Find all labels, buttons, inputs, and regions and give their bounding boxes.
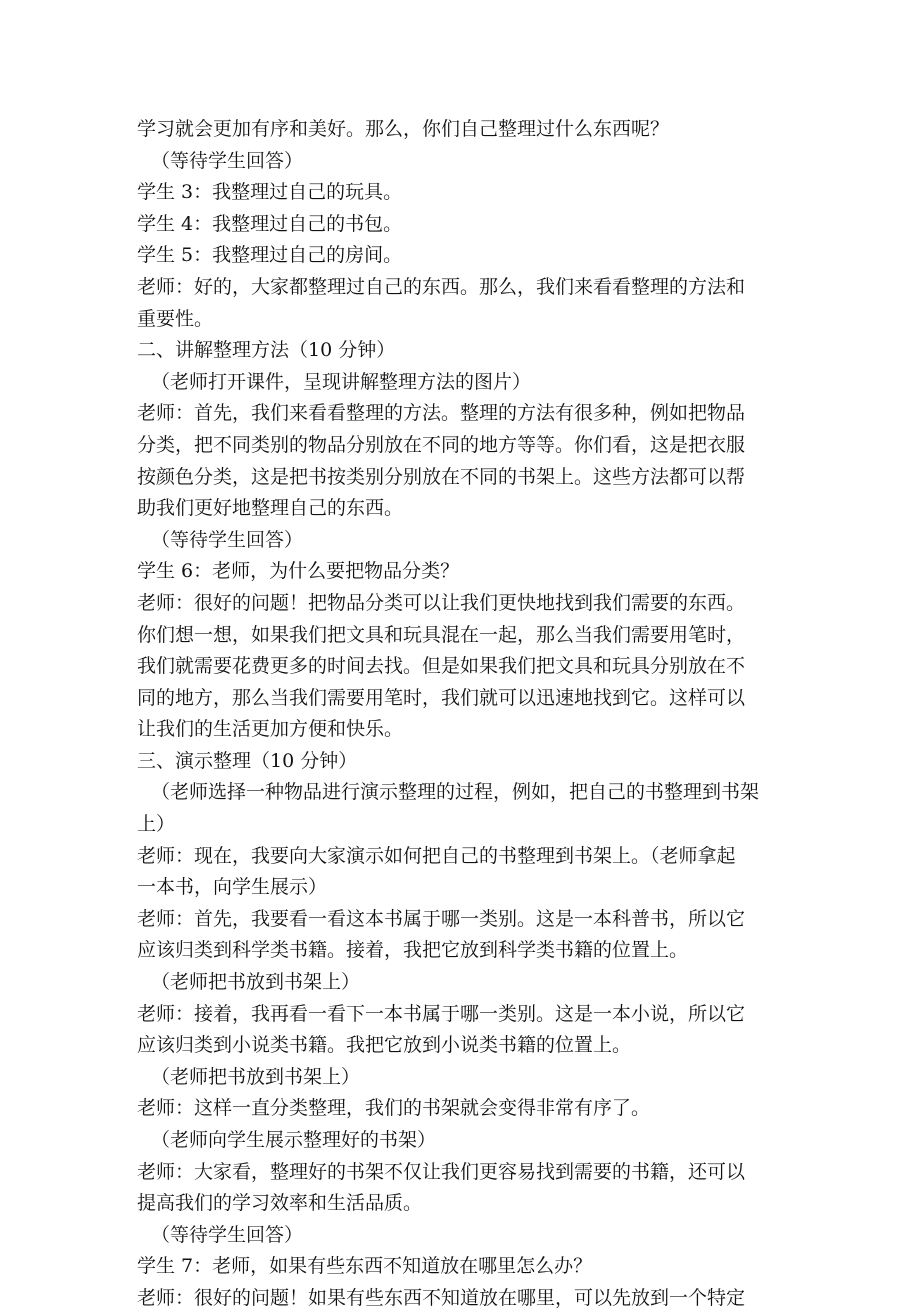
text-line: （等待学生回答） <box>151 149 304 172</box>
text-line: 你们想一想，如果我们把文具和玩具混在一起，那么当我们需要用笔时， <box>137 623 746 646</box>
text-line: 分类，把不同类别的物品分别放在不同的地方等等。你们看，这是把衣服 <box>137 433 746 456</box>
text-line: （等待学生回答） <box>151 528 304 551</box>
text-line: 学生 6：老师，为什么要把物品分类？ <box>137 560 460 583</box>
text-line: 老师：接着，我再看一看下一本书属于哪一类别。这是一本小说，所以它 <box>137 1002 746 1025</box>
document-page <box>137 114 787 1315</box>
text-line: 老师：很好的问题！如果有些东西不知道放在哪里，可以先放到一个特定 <box>137 1286 746 1309</box>
text-line: 上） <box>137 813 176 836</box>
text-line: 同的地方，那么当我们需要用笔时，我们就可以迅速地找到它。这样可以 <box>137 686 746 709</box>
text-line: 三、演示整理（10 分钟） <box>137 749 358 772</box>
text-line: 一本书，向学生展示） <box>137 876 328 899</box>
text-line: （等待学生回答） <box>151 1223 304 1246</box>
text-line: （老师选择一种物品进行演示整理的过程，例如，把自己的书整理到书架 <box>151 781 760 804</box>
text-line: 我们就需要花费更多的时间去找。但是如果我们把文具和玩具分别放在不 <box>137 655 746 678</box>
text-line: 学生 3：我整理过自己的玩具。 <box>137 181 403 204</box>
text-line: 重要性。 <box>137 307 214 330</box>
text-line: 应该归类到小说类书籍。我把它放到小说类书籍的位置上。 <box>137 1034 632 1057</box>
text-line: 老师：现在，我要向大家演示如何把自己的书整理到书架上。（老师拿起 <box>137 844 736 867</box>
text-line: 提高我们的学习效率和生活品质。 <box>137 1192 423 1215</box>
text-line: 学习就会更加有序和美好。那么，你们自己整理过什么东西呢？ <box>137 118 670 140</box>
text-line: （老师把书放到书架上） <box>151 971 361 994</box>
text-line: 让我们的生活更加方便和快乐。 <box>137 718 404 741</box>
text-line: （老师打开课件，呈现讲解整理方法的图片） <box>151 370 532 393</box>
text-line: 应该归类到科学类书籍。接着，我把它放到科学类书籍的位置上。 <box>137 939 689 962</box>
text-line: 老师：首先，我们来看看整理的方法。整理的方法有很多种，例如把物品 <box>137 402 746 425</box>
text-line: 学生 4：我整理过自己的书包。 <box>137 212 403 235</box>
text-line: 老师：首先，我要看一看这本书属于哪一类别。这是一本科普书，所以它 <box>137 907 746 930</box>
text-line: 老师：大家看，整理好的书架不仅让我们更容易找到需要的书籍，还可以 <box>137 1160 746 1183</box>
text-line: 老师：很好的问题！把物品分类可以让我们更快地找到我们需要的东西。 <box>137 591 746 614</box>
text-line: 按颜色分类，这是把书按类别分别放在不同的书架上。这些方法都可以帮 <box>137 465 746 488</box>
text-line: （老师把书放到书架上） <box>151 1065 361 1088</box>
text-line: 老师：好的，大家都整理过自己的东西。那么，我们来看看整理的方法和 <box>137 275 746 298</box>
text-line: （老师向学生展示整理好的书架） <box>151 1129 437 1151</box>
text-line: 学生 5：我整理过自己的房间。 <box>137 244 403 267</box>
text-line: 二、讲解整理方法（10 分钟） <box>137 339 396 362</box>
text-line: 学生 7：老师，如果有些东西不知道放在哪里怎么办？ <box>137 1255 593 1278</box>
text-line: 老师：这样一直分类整理，我们的书架就会变得非常有序了。 <box>137 1097 651 1120</box>
text-line: 助我们更好地整理自己的东西。 <box>137 497 404 520</box>
